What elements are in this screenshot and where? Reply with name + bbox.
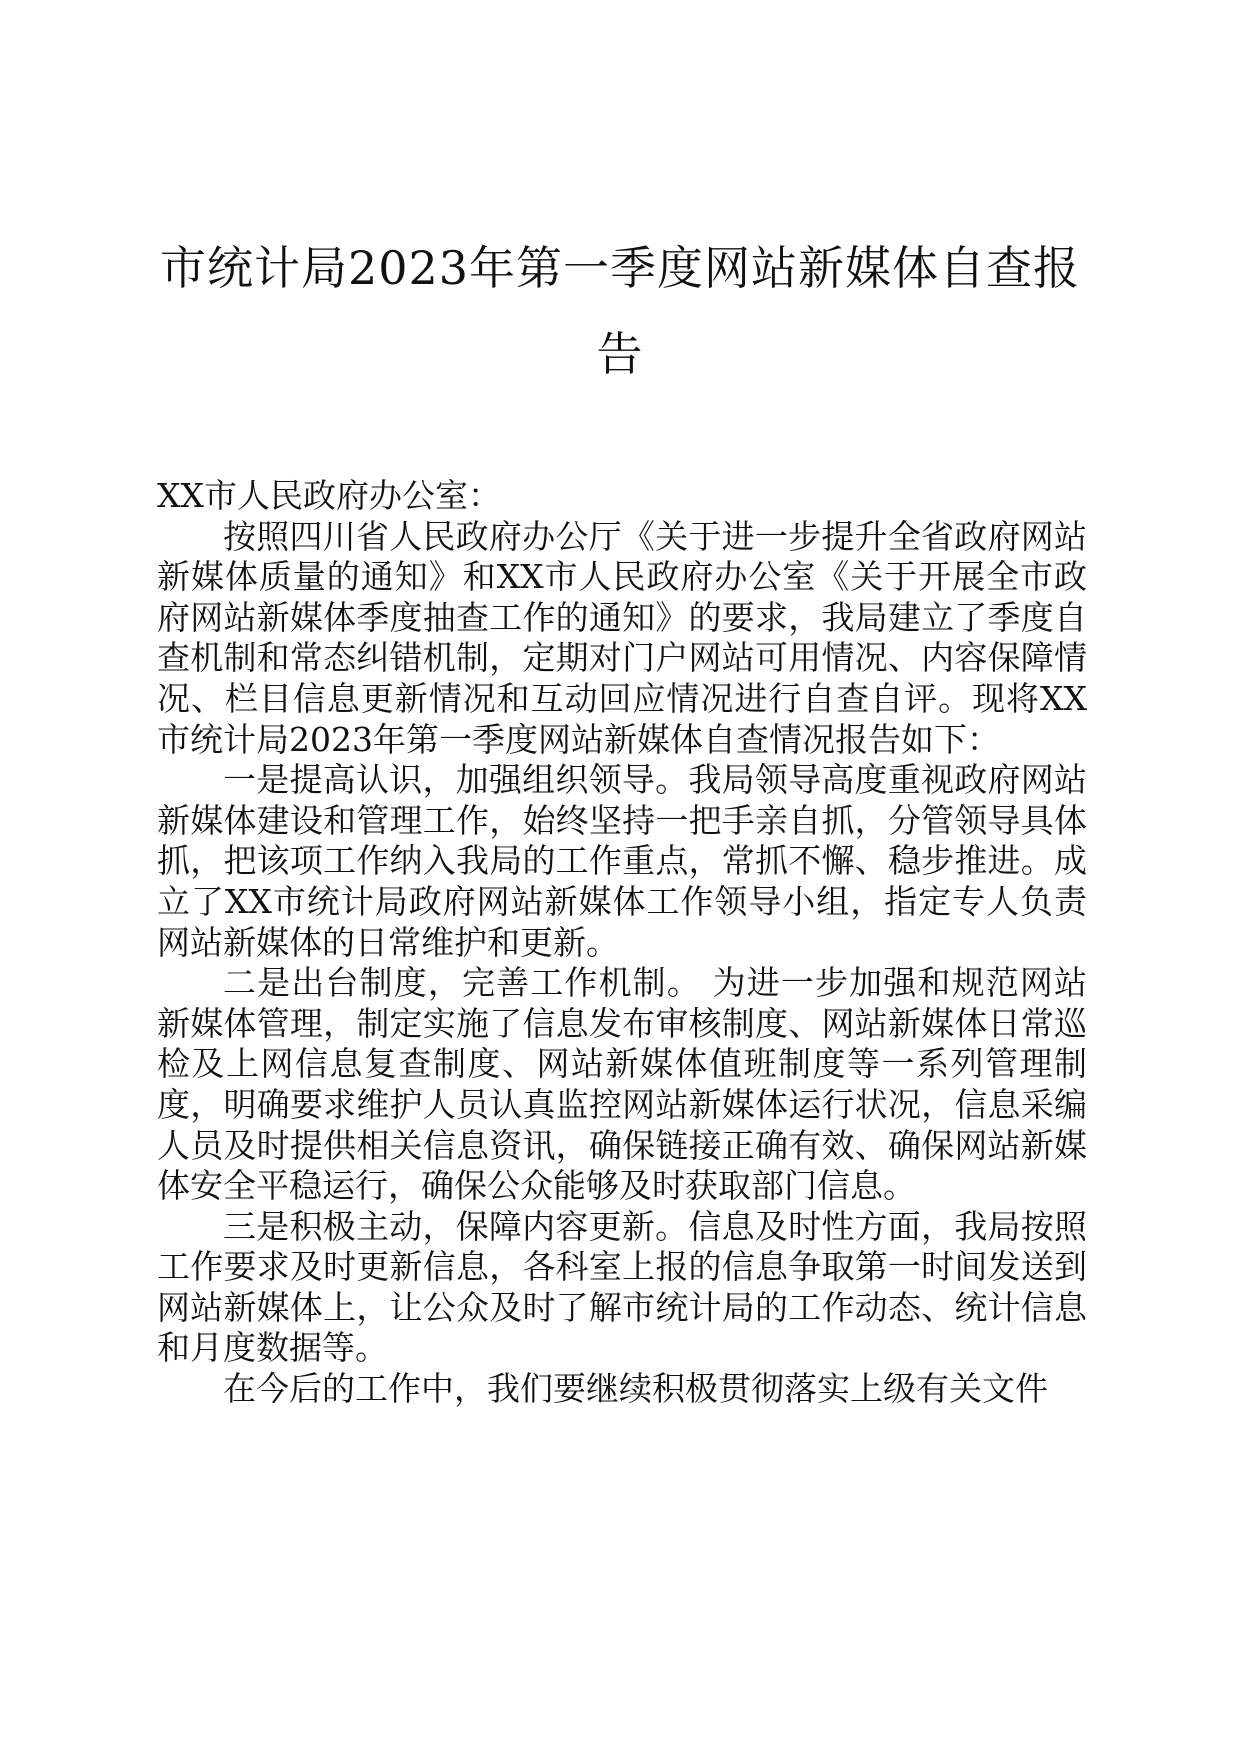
paragraph-organization: 一是提高认识，加强组织领导。我局领导高度重视政府网站新媒体建设和管理工作，始终坚持一把手亲自抓，分管领导具体抓，把该项工作纳入我局的工作重点，常抓不懈、稳步推进。成立了XX市统计局政府网站新媒体工作领导小组，指定专人负责网站新媒体的日常维护和更新。 [157,760,1087,962]
paragraph-content-update: 三是积极主动，保障内容更新。信息及时性方面，我局按照工作要求及时更新信息，各科室上报的信息争取第一时间发送到网站新媒体上，让公众及时了解市统计局的工作动态、统计信息和月度数据等。 [157,1206,1087,1368]
document-title: 市统计局2023年第一季度网站新媒体自查报告 [159,241,1081,381]
salutation: XX市人民政府办公室： [157,476,501,515]
paragraph-future-work: 在今后的工作中，我们要继续积极贯彻落实上级有关文件 [223,1369,1048,1409]
paragraph-intro: 按照四川省人民政府办公厅《关于进一步提升全省政府网站新媒体质量的通知》和XX市人民政府办公室《关于开展全市政府网站新媒体季度抽查工作的通知》的要求，我局建立了季度自查机制和常态纠错机制，定期对门户网站可用情况、内容保障情况、栏目信息更新情况和互动回应情况进行自查自评。现将XX市统计局2023年第一季度网站新媒体自查情况报告如下： [157,516,1087,759]
paragraph-mechanism: 二是出台制度，完善工作机制。 为进一步加强和规范网站新媒体管理，制定实施了信息发布审核制度、网站新媒体日常巡检及上网信息复查制度、网站新媒体值班制度等一系列管理制度，明确要求维护人员认真监控网站新媒体运行状况，信息采编人员及时提供相关信息资讯，确保链接正确有效、确保网站新媒体安全平稳运行，确保公众能够及时获取部门信息。 [157,963,1087,1206]
document-body [157,476,1087,1410]
